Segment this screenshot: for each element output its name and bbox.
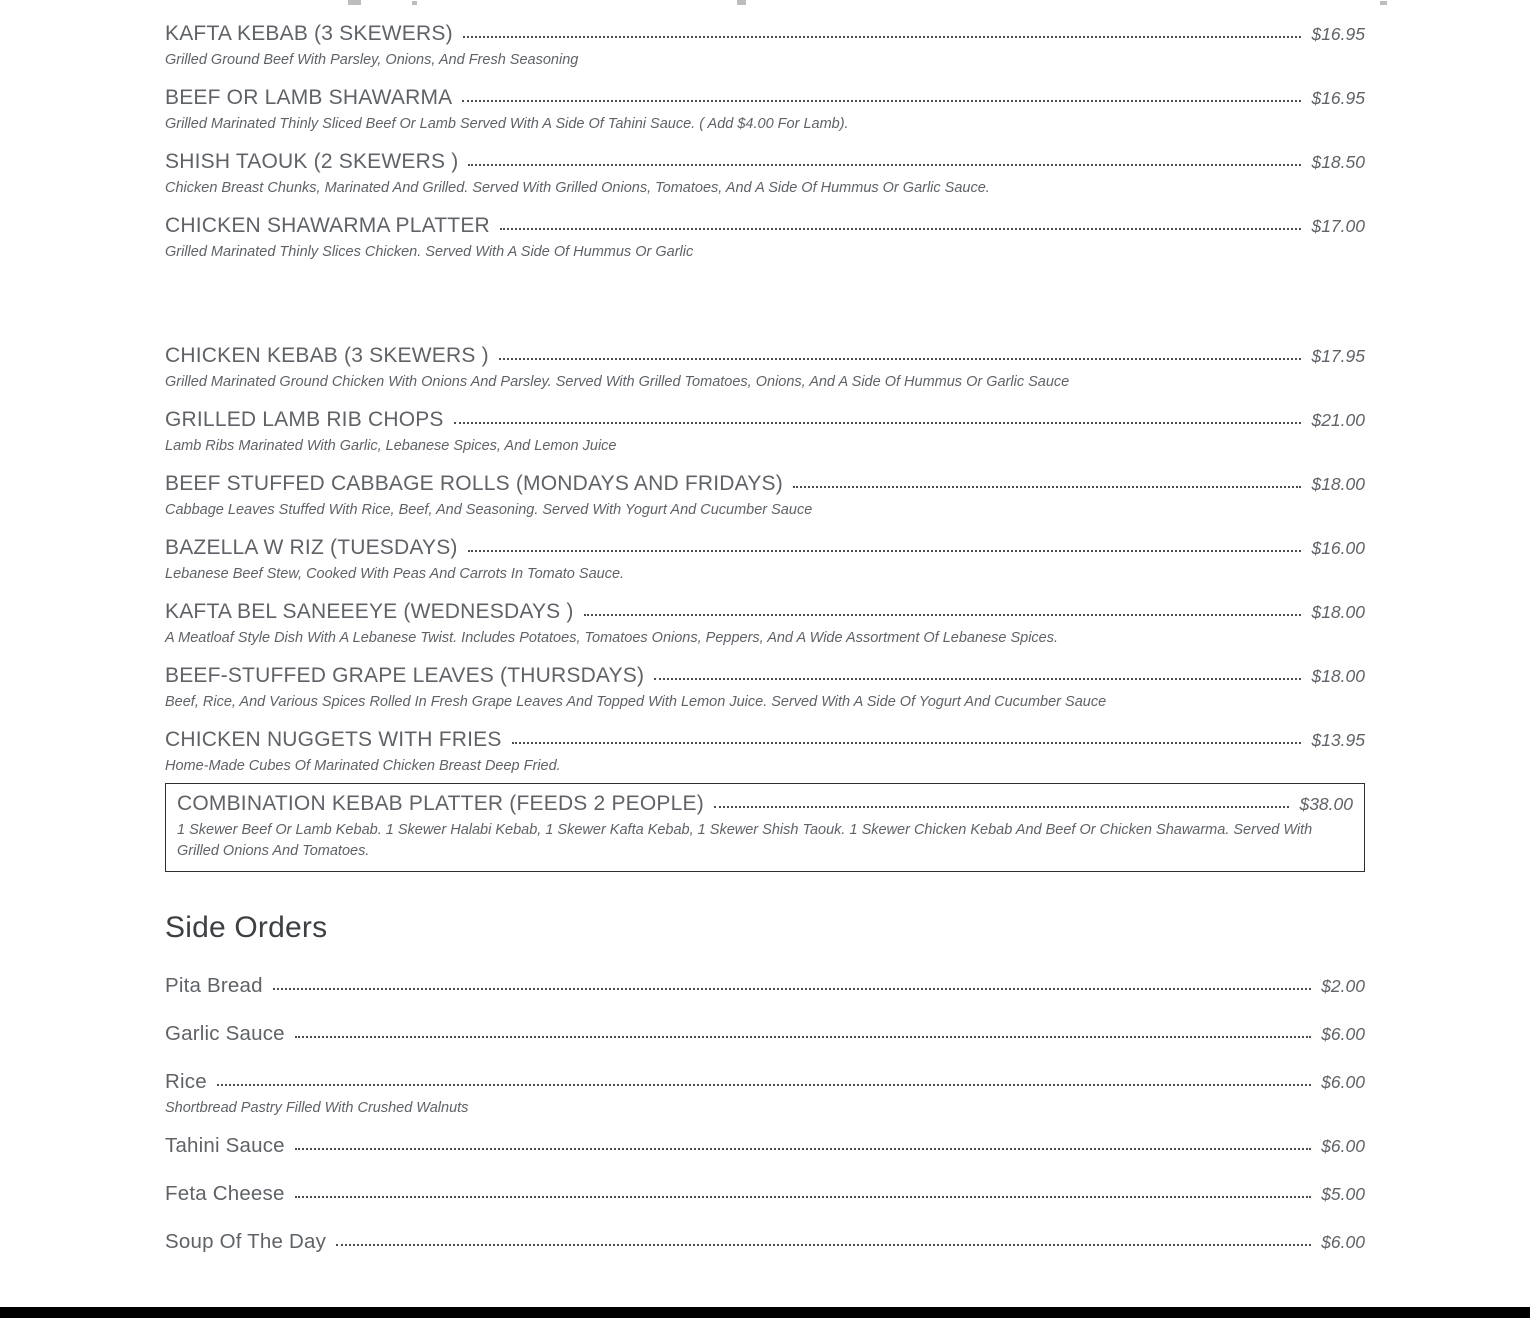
item-price: $17.95 — [1311, 346, 1365, 366]
dotted-leader — [499, 358, 1302, 360]
item-name: BAZELLA W RIZ (TUESDAYS) — [165, 536, 458, 559]
item-description: Lamb Ribs Marinated With Garlic, Lebanese Spices, And Lemon Juice — [165, 438, 617, 454]
dotted-leader — [217, 1084, 1311, 1086]
item-name: BEEF-STUFFED GRAPE LEAVES (THURSDAYS) — [165, 664, 645, 687]
item-name: KAFTA BEL SANEEEYE (WEDNESDAYS ) — [165, 600, 574, 623]
dotted-leader — [512, 742, 1302, 744]
dotted-leader — [793, 486, 1302, 488]
dotted-leader — [468, 164, 1301, 166]
menu-item — [165, 726, 1365, 777]
item-name: Rice — [165, 1070, 207, 1093]
dotted-leader — [273, 988, 1311, 990]
item-price: $16.95 — [1311, 88, 1365, 108]
item-price: $6.00 — [1321, 1136, 1365, 1156]
item-price: $13.95 — [1311, 730, 1365, 750]
dotted-leader — [295, 1196, 1312, 1198]
item-price: $38.00 — [1299, 794, 1353, 814]
item-price: $21.00 — [1311, 410, 1365, 430]
dotted-leader — [295, 1148, 1311, 1150]
menu-item — [165, 598, 1365, 649]
item-price: $5.00 — [1321, 1184, 1365, 1204]
menu-item — [165, 662, 1365, 713]
item-name: Tahini Sauce — [165, 1134, 285, 1157]
menu-item — [165, 1132, 1365, 1160]
item-description: Lebanese Beef Stew, Cooked With Peas And Carrots In Tomato Sauce. — [165, 566, 625, 582]
item-price: $6.00 — [1321, 1232, 1365, 1252]
item-description: A Meatloaf Style Dish With A Lebanese Twist. Includes Potatoes, Tomatoes Onions, Peppers, And A Wide Assortment Of Lebanese Spices. — [165, 630, 1059, 646]
item-name: KAFTA KEBAB (3 SKEWERS) — [165, 22, 453, 45]
menu-item — [165, 1068, 1365, 1119]
dotted-leader — [500, 228, 1302, 230]
menu-item — [165, 470, 1365, 521]
item-description: Home-Made Cubes Of Marinated Chicken Breast Deep Fried. — [165, 758, 561, 774]
menu-item — [165, 84, 1365, 135]
section-heading-side-orders: Side Orders — [165, 911, 328, 944]
item-name: Garlic Sauce — [165, 1022, 285, 1045]
item-price: $16.95 — [1311, 24, 1365, 44]
menu-item — [165, 342, 1365, 393]
item-price: $6.00 — [1321, 1024, 1365, 1044]
menu-page — [165, 0, 1365, 1276]
item-description: Shortbread Pastry Filled With Crushed Walnuts — [165, 1100, 469, 1116]
item-price: $18.00 — [1311, 666, 1365, 686]
item-name: GRILLED LAMB RIB CHOPS — [165, 408, 444, 431]
item-price: $18.50 — [1311, 152, 1365, 172]
item-name: COMBINATION KEBAB PLATTER (FEEDS 2 PEOPLE) — [177, 792, 704, 815]
menu-item — [165, 972, 1365, 1000]
dotted-leader — [714, 806, 1290, 808]
item-price: $18.00 — [1311, 602, 1365, 622]
item-description: Cabbage Leaves Stuffed With Rice, Beef, And Seasoning. Served With Yogurt And Cucumber Sauce — [165, 502, 813, 518]
item-name: SHISH TAOUK (2 SKEWERS ) — [165, 150, 459, 173]
item-name: CHICKEN KEBAB (3 SKEWERS ) — [165, 344, 489, 367]
item-description: Beef, Rice, And Various Spices Rolled In Fresh Grape Leaves And Topped With Lemon Juice. Served With A Side Of Yogurt And Cucumber Sauce — [165, 694, 1107, 710]
dotted-leader — [463, 36, 1302, 38]
item-name: Pita Bread — [165, 974, 263, 997]
item-description: Grilled Ground Beef With Parsley, Onions, And Fresh Seasoning — [165, 52, 579, 68]
item-description: Grilled Marinated Thinly Sliced Beef Or Lamb Served With A Side Of Tahini Sauce. ( Add $4.00 For Lamb). — [165, 116, 849, 132]
dotted-leader — [295, 1036, 1311, 1038]
item-name: CHICKEN NUGGETS WITH FRIES — [165, 728, 502, 751]
menu-item — [165, 1228, 1365, 1256]
item-price: $16.00 — [1311, 538, 1365, 558]
item-price: $2.00 — [1321, 976, 1365, 996]
item-price: $17.00 — [1311, 216, 1365, 236]
item-name: Feta Cheese — [165, 1182, 285, 1205]
footer-bar — [0, 1307, 1530, 1318]
dotted-leader — [468, 550, 1302, 552]
dotted-leader — [584, 614, 1302, 616]
featured-menu-item — [165, 783, 1365, 872]
dotted-leader — [654, 678, 1301, 680]
item-description: Chicken Breast Chunks, Marinated And Grilled. Served With Grilled Onions, Tomatoes, And A Side Of Hummus Or Garlic Sauce. — [165, 180, 990, 196]
dotted-leader — [454, 422, 1302, 424]
dotted-leader — [462, 100, 1301, 102]
menu-item — [165, 20, 1365, 71]
item-name: BEEF OR LAMB SHAWARMA — [165, 86, 453, 109]
menu-item — [165, 406, 1365, 457]
item-description: 1 Skewer Beef Or Lamb Kebab. 1 Skewer Halabi Kebab, 1 Skewer Kafta Kebab, 1 Skewer Shish Taouk. 1 Skewer Chicken Kebab And Beef Or Chicken Shawarma. Served With Grilled Onions And Tomatoes. — [177, 822, 1313, 859]
item-name: Soup Of The Day — [165, 1230, 327, 1253]
item-name: CHICKEN SHAWARMA PLATTER — [165, 214, 490, 237]
menu-item — [165, 1020, 1365, 1048]
item-description: Grilled Marinated Ground Chicken With Onions And Parsley. Served With Grilled Tomatoes, Onions, And A Side Of Hummus Or Garlic Sauce — [165, 374, 1070, 390]
section-gap — [165, 276, 1365, 342]
item-description: Grilled Marinated Thinly Slices Chicken. Served With A Side Of Hummus Or Garlic — [165, 244, 694, 260]
item-price: $18.00 — [1311, 474, 1365, 494]
menu-item — [165, 534, 1365, 585]
menu-item — [165, 148, 1365, 199]
menu-item — [165, 212, 1365, 263]
dotted-leader — [336, 1244, 1311, 1246]
item-name: BEEF STUFFED CABBAGE ROLLS (MONDAYS AND FRIDAYS) — [165, 472, 783, 495]
menu-item — [165, 1180, 1365, 1208]
item-price: $6.00 — [1321, 1072, 1365, 1092]
